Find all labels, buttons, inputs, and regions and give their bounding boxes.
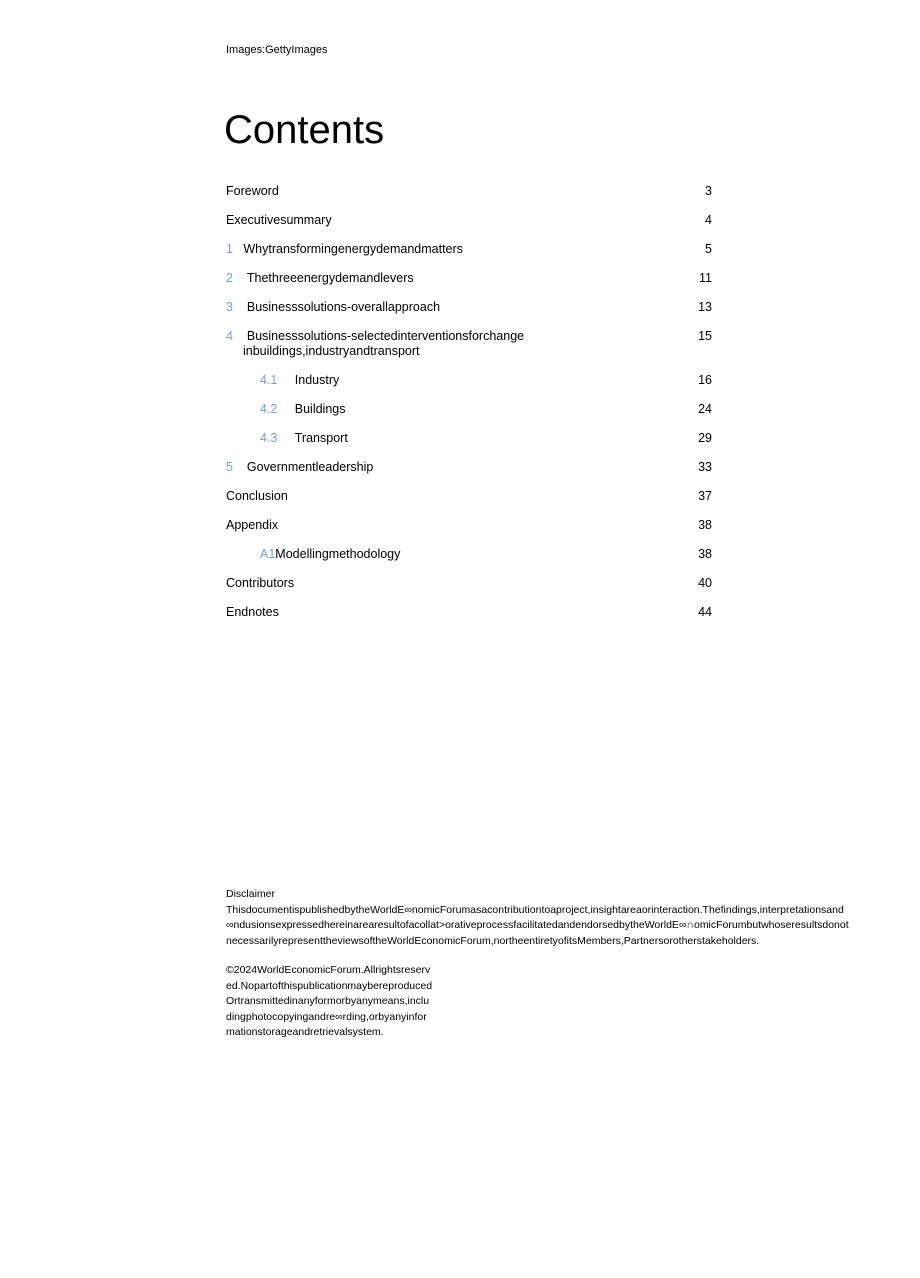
toc-label: Businesssolutions-overallapproach (246, 300, 441, 314)
toc-page: 4 (705, 213, 712, 227)
toc-label: Endnotes (226, 605, 279, 619)
disclaimer (226, 887, 866, 949)
copyright-notice: ©2024WorldEconomicForum.Allrightsreserv ed.Nopartofthispublicationmaybereproduced Ortransmittedinanyformorbyanymeans,inclu dingphotocopyingandre∞rding,orbyanyinfor mationstorageandretrievalsystem. (226, 964, 433, 1038)
toc-entry-endnotes[interactable] (226, 605, 712, 620)
toc-number: 4.3 (260, 431, 278, 445)
toc-label: Appendix (226, 518, 279, 532)
toc-page: 5 (705, 242, 712, 256)
toc-label: Thethreeenergydemandlevers (246, 271, 414, 285)
toc-entry-section-4-2[interactable] (226, 402, 712, 417)
toc-page: 38 (698, 518, 712, 532)
toc-number: 4 (226, 329, 233, 343)
toc-label-continued: inbuildings,industryandtransport (243, 344, 420, 358)
toc-number: 5 (226, 460, 233, 474)
toc-page: 15 (698, 329, 712, 343)
toc-label: Conclusion (226, 489, 288, 503)
toc-entry-section-2[interactable] (226, 271, 712, 286)
toc-label: Governmentleadership (246, 460, 374, 474)
toc-entry-section-4-3[interactable] (226, 431, 712, 446)
toc-entry-section-4-1[interactable] (226, 373, 712, 388)
toc-page: 29 (698, 431, 712, 445)
toc-entry-section-1[interactable] (226, 242, 712, 257)
toc-number: 4.2 (260, 402, 278, 416)
toc-page: 16 (698, 373, 712, 387)
toc-entry-conclusion[interactable] (226, 489, 712, 504)
toc-page: 13 (698, 300, 712, 314)
page-title: Contents (224, 108, 385, 152)
toc-entry-section-3[interactable] (226, 300, 712, 315)
toc-label: Buildings (294, 402, 346, 416)
toc-entry-appendix[interactable] (226, 518, 712, 533)
toc-number: 1 (226, 242, 233, 256)
toc-page: 40 (698, 576, 712, 590)
toc-entry-section-5[interactable] (226, 460, 712, 475)
toc-label: Foreword (226, 184, 279, 198)
toc-label: Modellingmethodology (275, 547, 401, 561)
table-of-contents (226, 184, 712, 620)
toc-entry-contributors[interactable] (226, 576, 712, 591)
toc-label: Executivesummary (226, 213, 332, 227)
toc-label: Industry (294, 373, 340, 387)
toc-entry-foreword[interactable] (226, 184, 712, 199)
toc-label: Whytransformingenergydemandmatters (243, 242, 463, 256)
toc-page: 37 (698, 489, 712, 503)
toc-number: 3 (226, 300, 233, 314)
toc-page: 11 (699, 271, 712, 285)
toc-page: 3 (705, 184, 712, 198)
toc-page: 44 (698, 605, 712, 619)
toc-number: 4.1 (260, 373, 278, 387)
toc-label: Contributors (226, 576, 295, 590)
disclaimer-heading: Disclaimer (226, 888, 276, 900)
toc-page: 33 (698, 460, 712, 474)
toc-label: Businesssolutions-selectedinterventionsforchange (246, 329, 525, 343)
toc-entry-appendix-a1[interactable] (226, 547, 712, 562)
toc-page: 24 (698, 402, 712, 416)
toc-number: A1 (260, 547, 276, 561)
toc-label: Transport (294, 431, 348, 445)
image-credit: Images:GettyImages (226, 44, 328, 56)
toc-page: 38 (698, 547, 712, 561)
toc-entry-section-4[interactable] (226, 329, 712, 359)
toc-number: 2 (226, 271, 233, 285)
disclaimer-text: ThisdocumentispublishedbytheWorldE∞nomicForumasacontributiontoaproject,insightareaorinteraction.Thefindings,interpretationsand ∞ndusionsexpressedhereinarearesultofacollat>orativeprocessfacilitatedandendorsedbytheWorldE∞∩omicForumbutwhoseresultsdonot necessarilyrepresenttheviewsoftheWorldEconomicForum,northeentiretyofitsMembers,Partnersorotherstakeholders. (226, 903, 849, 947)
toc-entry-executive-summary[interactable] (226, 213, 712, 228)
